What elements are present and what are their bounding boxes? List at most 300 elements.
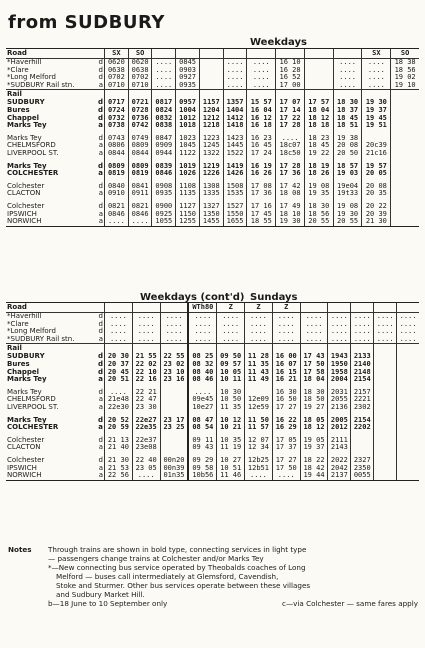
time-cell: .... <box>160 321 188 329</box>
time-cell: 19 44 <box>300 472 328 480</box>
time-cell: 11 57 <box>245 424 273 432</box>
notes-line-4: Melford — buses call intermediately at Glemsford, Cavendish, <box>56 572 279 581</box>
time-cell <box>391 203 419 211</box>
arr-dep: a <box>98 121 103 130</box>
time-cell: 2111 <box>328 437 351 445</box>
time-cell: 18 04 <box>304 107 333 115</box>
time-cell: 1127 <box>176 203 200 211</box>
time-cell <box>304 74 333 82</box>
time-cell: 17 00 <box>276 82 305 90</box>
time-cell: 1423 <box>223 135 247 143</box>
time-cell: 0702 <box>105 74 129 82</box>
arr-dep: a <box>98 141 103 150</box>
timetable-weekdays-cont-sundays <box>6 302 419 481</box>
station-name: Colchester <box>7 181 45 190</box>
time-cell: 18 08 <box>276 190 305 198</box>
arr-dep: a <box>98 375 103 384</box>
time-cell: 20 59 <box>105 424 133 432</box>
arr-dep: d <box>97 105 103 114</box>
time-cell: 0732 <box>105 115 129 123</box>
time-cell: 19e04 <box>333 183 362 191</box>
time-cell <box>374 369 397 377</box>
time-cell: .... <box>223 59 247 67</box>
time-cell <box>160 389 188 397</box>
table-row <box>6 59 419 67</box>
time-cell: 18 55 <box>247 218 276 226</box>
time-cell <box>374 396 397 404</box>
arr-dep: d <box>97 161 103 170</box>
time-cell: 1943 <box>328 353 351 361</box>
time-cell: 23 17 <box>160 417 188 425</box>
time-cell: 18 26 <box>304 170 333 178</box>
time-cell: 17 50 <box>300 361 328 369</box>
time-cell <box>391 190 419 198</box>
time-cell: 17 16 <box>247 203 276 211</box>
time-cell: 09 43 <box>188 444 216 452</box>
time-cell: 17 37 <box>272 444 300 452</box>
time-cell: .... <box>374 313 397 321</box>
time-cell: 19 38 <box>333 135 362 143</box>
time-cell: 0806 <box>105 142 129 150</box>
time-cell: 16 30 <box>272 389 300 397</box>
arr-dep: d <box>98 387 103 396</box>
station-name: Colchester <box>7 455 45 464</box>
time-cell: 18 19 <box>304 163 333 171</box>
time-cell: .... <box>300 336 328 344</box>
time-cell: 2302 <box>351 404 374 412</box>
time-cell: 1508 <box>223 183 247 191</box>
time-cell <box>374 353 397 361</box>
time-cell: .... <box>351 328 374 336</box>
time-cell: .... <box>272 313 300 321</box>
time-cell <box>391 183 419 191</box>
time-cell: 0927 <box>176 74 200 82</box>
time-cell: .... <box>333 67 362 75</box>
time-cell: 17 57 <box>304 99 333 107</box>
time-cell: 1322 <box>199 150 223 158</box>
time-cell: 08 25 <box>188 353 216 361</box>
time-cell: 19 03 <box>333 170 362 178</box>
time-cell: 1019 <box>176 163 200 171</box>
time-cell: 0832 <box>152 115 176 123</box>
time-cell <box>374 472 397 480</box>
time-cell: 16 10 <box>276 59 305 67</box>
time-cell: 1122 <box>176 150 200 158</box>
station-name: *Clare <box>7 319 29 328</box>
time-cell: .... <box>245 313 273 321</box>
time-cell: 12 07 <box>245 437 273 445</box>
time-cell: 21c16 <box>362 150 391 158</box>
time-cell: 19 05 <box>300 437 328 445</box>
time-cell: 17 43 <box>300 353 328 361</box>
table-row <box>6 376 419 384</box>
time-cell: 18 10 <box>276 211 305 219</box>
arr-dep: d <box>98 65 103 74</box>
time-cell: 17 24 <box>247 150 276 158</box>
time-cell: 2154 <box>351 376 374 384</box>
time-cell: 1108 <box>176 183 200 191</box>
time-cell: 0736 <box>128 115 152 123</box>
time-cell: 16 00 <box>272 353 300 361</box>
station-name: *SUDBURY Rail stn. <box>7 334 75 343</box>
time-cell: 20 39 <box>362 211 391 219</box>
time-cell: 16 50 <box>272 396 300 404</box>
time-cell <box>374 444 397 452</box>
time-cell: 0944 <box>152 150 176 158</box>
weekdays-heading: Weekdays <box>250 37 307 48</box>
station-name: *SUDBURY Rail stn. <box>7 80 75 89</box>
time-cell: .... <box>132 328 160 336</box>
column-header <box>397 303 419 313</box>
time-cell: 20c39 <box>362 142 391 150</box>
time-cell <box>397 457 419 465</box>
time-cell <box>391 163 419 171</box>
notes-line-7a: b—18 June to 10 September only <box>48 599 168 608</box>
time-cell: 22e35 <box>132 424 160 432</box>
time-cell: 10 51 <box>217 465 245 473</box>
station-name: Marks Tey <box>7 415 47 424</box>
column-header <box>247 49 276 59</box>
station-name: CLACTON <box>7 189 41 198</box>
time-cell: 18 50 <box>300 396 328 404</box>
time-cell: 12e59 <box>245 404 273 412</box>
time-cell <box>160 444 188 452</box>
time-cell: .... <box>128 218 152 226</box>
time-cell: 0903 <box>176 67 200 75</box>
time-cell: 0809 <box>128 163 152 171</box>
notes-line-2: — passengers change trains at Colchester and/or Marks Tey <box>48 554 264 563</box>
time-cell: 09 57 <box>217 361 245 369</box>
time-cell: 1418 <box>223 122 247 130</box>
time-cell: 10b56 <box>188 472 216 480</box>
time-cell: 11 35 <box>245 361 273 369</box>
time-cell <box>199 59 223 67</box>
time-cell: 1412 <box>223 115 247 123</box>
time-cell: .... <box>132 472 160 480</box>
time-cell: 0728 <box>128 107 152 115</box>
station-name: *Haverhill <box>7 312 42 320</box>
time-cell: 0821 <box>128 203 152 211</box>
arr-dep: a <box>98 80 103 89</box>
time-cell: .... <box>217 328 245 336</box>
time-cell <box>391 99 419 107</box>
time-cell: 12b25 <box>245 457 273 465</box>
time-cell: 1255 <box>176 218 200 226</box>
time-cell <box>199 82 223 90</box>
time-cell: 2221 <box>351 396 374 404</box>
time-cell: 0809 <box>105 163 129 171</box>
time-cell: 10 05 <box>217 369 245 377</box>
time-cell: 22 55 <box>160 353 188 361</box>
station-name: Marks Tey <box>7 133 42 142</box>
time-cell: .... <box>362 82 391 90</box>
notes-line-3: *—New connecting bus service operated by Theobalds coaches of Long <box>48 563 306 572</box>
time-cell: 23 02 <box>160 361 188 369</box>
notes-line-1: Through trains are shown in bold type, connecting services in light type <box>48 545 307 554</box>
time-cell: 0620 <box>105 59 129 67</box>
time-cell: 23e08 <box>132 444 160 452</box>
time-cell <box>397 404 419 412</box>
time-cell: 09 58 <box>188 465 216 473</box>
time-cell: 1018 <box>176 122 200 130</box>
arr-dep: d <box>98 327 103 336</box>
station-name: LIVERPOOL ST. <box>7 402 59 411</box>
time-cell <box>304 82 333 90</box>
table-row <box>6 472 419 480</box>
time-cell <box>391 90 419 100</box>
time-cell: 21 30 <box>362 218 391 226</box>
column-header: Z <box>217 303 245 313</box>
time-cell: 09 11 <box>188 437 216 445</box>
time-cell <box>397 361 419 369</box>
time-cell: 17 36 <box>276 170 305 178</box>
time-cell: 08 47 <box>188 417 216 425</box>
time-cell: 20 05 <box>362 170 391 178</box>
arr-dep: a <box>98 423 103 432</box>
time-cell: .... <box>152 59 176 67</box>
time-cell: .... <box>217 321 245 329</box>
time-cell: 17 50 <box>272 465 300 473</box>
station-name: COLCHESTER <box>7 423 59 432</box>
time-cell: .... <box>362 67 391 75</box>
time-cell: 08 32 <box>188 361 216 369</box>
time-cell <box>397 437 419 445</box>
column-header <box>304 49 333 59</box>
time-cell <box>351 437 374 445</box>
time-cell: .... <box>105 336 133 344</box>
time-cell: 1045 <box>176 142 200 150</box>
time-cell: 19 35 <box>304 190 333 198</box>
time-cell: 16 28 <box>276 67 305 75</box>
time-cell: 0824 <box>152 107 176 115</box>
time-cell: 19 45 <box>362 115 391 123</box>
time-cell: 1327 <box>199 203 223 211</box>
time-cell: .... <box>374 321 397 329</box>
time-cell: .... <box>188 321 216 329</box>
column-header <box>300 303 328 313</box>
time-cell: .... <box>245 321 273 329</box>
time-cell: .... <box>397 321 419 329</box>
table-row <box>6 67 419 75</box>
time-cell: 0724 <box>105 107 129 115</box>
time-cell <box>374 437 397 445</box>
time-cell: 10 50 <box>217 396 245 404</box>
time-cell: .... <box>333 82 362 90</box>
station-name: Bures <box>7 359 30 368</box>
time-cell <box>304 59 333 67</box>
time-cell: 16 29 <box>272 424 300 432</box>
column-header <box>160 303 188 313</box>
time-cell: 10 12 <box>217 417 245 425</box>
time-cell: .... <box>152 82 176 90</box>
time-cell: 17 27 <box>272 457 300 465</box>
ad-col <box>96 303 105 313</box>
time-cell: 2004 <box>328 376 351 384</box>
time-cell: 16 12 <box>247 115 276 123</box>
column-header: SX <box>362 49 391 59</box>
time-cell: 18 42 <box>300 465 328 473</box>
time-cell: 2202 <box>351 424 374 432</box>
arr-dep: d <box>98 455 103 464</box>
time-cell <box>397 424 419 432</box>
time-cell: .... <box>362 74 391 82</box>
arr-dep: a <box>96 218 105 226</box>
time-cell: 20 55 <box>333 218 362 226</box>
time-cell: .... <box>300 328 328 336</box>
time-cell: 18 04 <box>300 376 328 384</box>
time-cell: 17 07 <box>276 99 305 107</box>
arr-dep: a <box>98 334 103 343</box>
arr-dep: d <box>98 319 103 328</box>
time-cell: 1522 <box>223 150 247 158</box>
time-cell: 1550 <box>223 211 247 219</box>
column-header <box>351 303 374 313</box>
time-cell: 17 49 <box>276 203 305 211</box>
station-name: Chappel <box>7 113 40 122</box>
time-cell: .... <box>247 82 276 90</box>
time-cell: 18 30 <box>304 203 333 211</box>
time-cell <box>374 389 397 397</box>
time-cell: .... <box>105 313 133 321</box>
time-cell: 18 51 <box>333 122 362 130</box>
time-cell: .... <box>397 313 419 321</box>
time-cell: 20 08 <box>362 183 391 191</box>
road-label: Road <box>6 49 96 59</box>
time-cell: 18 45 <box>304 142 333 150</box>
column-header: SO <box>391 49 419 59</box>
notes-line-7b: c—via Colchester — same fares apply <box>282 599 418 608</box>
time-cell: .... <box>245 472 273 480</box>
time-cell <box>391 211 419 219</box>
time-cell <box>391 107 419 115</box>
time-cell: 18 22 <box>300 457 328 465</box>
time-cell <box>391 122 419 130</box>
station-name: *Long Melford <box>7 73 56 82</box>
time-cell: 2140 <box>351 361 374 369</box>
time-cell: 18c07 <box>276 142 305 150</box>
time-cell: 22 21 <box>132 389 160 397</box>
time-cell: .... <box>272 321 300 329</box>
time-cell: .... <box>272 328 300 336</box>
time-cell: .... <box>300 321 328 329</box>
table-row <box>6 150 419 158</box>
time-cell: 20 37 <box>105 361 133 369</box>
station-name: SUDBURY <box>7 98 45 107</box>
time-cell: 16 07 <box>272 361 300 369</box>
time-cell: .... <box>247 74 276 82</box>
time-cell: 12 34 <box>245 444 273 452</box>
time-cell: 1004 <box>176 107 200 115</box>
station-name: COLCHESTER <box>7 169 59 178</box>
time-cell: 10e27 <box>188 404 216 412</box>
time-cell <box>374 376 397 384</box>
time-cell: 20 22 <box>362 203 391 211</box>
time-cell: 2137 <box>328 472 351 480</box>
time-cell: 0809 <box>128 142 152 150</box>
time-cell: 19 10 <box>391 82 419 90</box>
time-cell: 18 30 <box>333 99 362 107</box>
time-cell <box>374 417 397 425</box>
station-name: Chappel <box>7 367 40 376</box>
arr-dep: d <box>97 359 103 368</box>
time-cell: 21 13 <box>105 437 133 445</box>
column-header <box>132 303 160 313</box>
time-cell: 11 35 <box>217 404 245 412</box>
time-cell <box>391 170 419 178</box>
time-cell: 0817 <box>152 99 176 107</box>
time-cell: 2133 <box>351 353 374 361</box>
time-cell: 1404 <box>223 107 247 115</box>
time-cell: 21 40 <box>105 444 133 452</box>
time-cell: 20 51 <box>105 376 133 384</box>
time-cell: .... <box>105 389 133 397</box>
time-cell: 0742 <box>128 122 152 130</box>
time-cell <box>397 369 419 377</box>
time-cell: 0638 <box>128 67 152 75</box>
station-name: NORWICH <box>6 218 96 226</box>
time-cell <box>374 465 397 473</box>
time-cell: 17 27 <box>272 404 300 412</box>
arr-dep: a <box>98 148 103 157</box>
time-cell: 19 27 <box>300 404 328 412</box>
time-cell: .... <box>105 321 133 329</box>
time-cell <box>391 135 419 143</box>
time-cell: 18 37 <box>333 107 362 115</box>
arr-dep: a <box>98 402 103 411</box>
time-cell <box>397 472 419 480</box>
time-cell: .... <box>328 336 351 344</box>
time-cell: 16 19 <box>247 163 276 171</box>
station-name: CLACTON <box>7 443 41 452</box>
arr-dep: a <box>98 463 103 472</box>
time-cell: .... <box>333 74 362 82</box>
station-name: LIVERPOOL ST. <box>7 148 59 157</box>
time-cell: 12e09 <box>245 396 273 404</box>
time-cell: 00n39 <box>160 465 188 473</box>
time-cell: 10 30 <box>217 389 245 397</box>
time-cell: 0819 <box>128 170 152 178</box>
time-cell: 1419 <box>223 163 247 171</box>
time-cell: 0925 <box>152 211 176 219</box>
time-cell: 11 19 <box>217 444 245 452</box>
time-cell <box>374 404 397 412</box>
time-cell <box>160 396 188 404</box>
time-cell: 1445 <box>223 142 247 150</box>
time-cell: 22 40 <box>132 457 160 465</box>
time-cell: .... <box>132 313 160 321</box>
time-cell: 23 16 <box>160 376 188 384</box>
column-header: Z <box>272 303 300 313</box>
time-cell: 08 46 <box>188 376 216 384</box>
time-cell: 1426 <box>223 170 247 178</box>
time-cell: 18 18 <box>304 122 333 130</box>
time-cell <box>397 465 419 473</box>
column-header <box>176 49 200 59</box>
table-row <box>6 444 419 452</box>
arr-dep: d <box>98 435 103 444</box>
station-name: *Long Melford <box>7 327 56 336</box>
time-cell: 2005 <box>328 417 351 425</box>
arr-dep: d <box>98 73 103 82</box>
arr-dep: a <box>98 395 103 404</box>
column-header <box>328 303 351 313</box>
time-cell: 1308 <box>199 183 223 191</box>
time-cell: 08 40 <box>188 369 216 377</box>
time-cell: .... <box>351 313 374 321</box>
time-cell: 1527 <box>223 203 247 211</box>
time-cell: 23 25 <box>160 424 188 432</box>
time-cell: 0821 <box>105 203 129 211</box>
